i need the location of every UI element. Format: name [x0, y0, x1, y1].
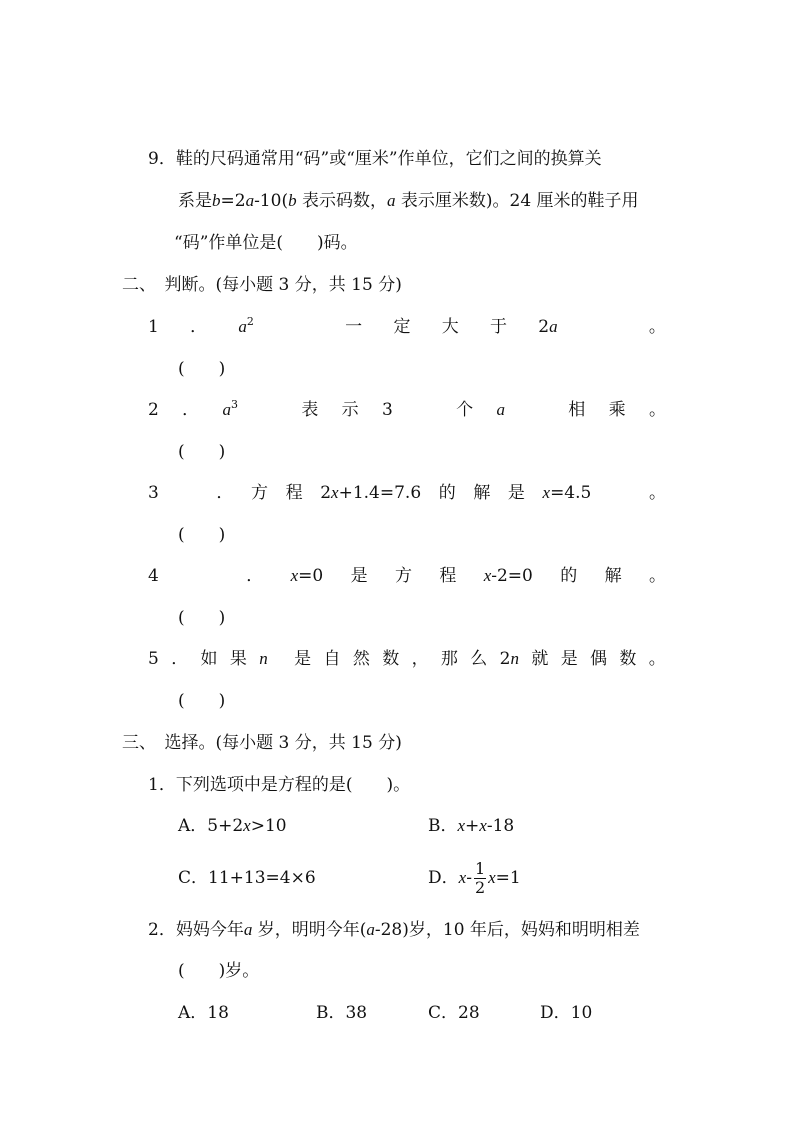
- item-dot: ．: [246, 566, 264, 586]
- word: 自: [323, 649, 341, 669]
- option-c[interactable]: C．28: [428, 1003, 480, 1023]
- expression: >10: [250, 816, 287, 836]
- question-number: 9．: [148, 149, 176, 169]
- word: 果: [229, 649, 247, 669]
- choice-question-2-line-2: ( )岁。: [178, 961, 260, 981]
- expression: =0: [298, 566, 324, 586]
- item-dot: ．: [190, 317, 208, 337]
- word: 如: [200, 649, 218, 669]
- coefficient: 2: [499, 649, 511, 669]
- item-number: 4: [148, 566, 159, 586]
- term: [222, 398, 238, 422]
- variable: x: [331, 483, 339, 502]
- term: [291, 564, 324, 588]
- question-9-line-1: [148, 147, 602, 171]
- term: [538, 315, 557, 339]
- text-segment: 表示厘米数)。24 厘米的鞋子用: [395, 191, 639, 211]
- item-dot: ．: [182, 400, 200, 420]
- word: 是: [560, 649, 578, 669]
- term: [500, 647, 519, 671]
- coefficient: 2: [320, 483, 332, 503]
- expression: -18: [486, 816, 515, 836]
- text-segment: 2．妈妈今年: [148, 920, 244, 940]
- variable: x: [290, 566, 299, 585]
- expression: 11+13=4×6: [208, 868, 316, 888]
- variable: x: [479, 816, 487, 835]
- answer-blank[interactable]: ( ): [178, 525, 226, 545]
- word: 程: [285, 483, 303, 503]
- option-b[interactable]: [428, 814, 514, 838]
- expression: -2=0: [491, 566, 533, 586]
- variable: x: [458, 868, 467, 887]
- word: 那: [440, 649, 458, 669]
- question-9-line-3: “码”作单位是( )码。: [174, 233, 358, 253]
- word: 于: [490, 317, 508, 337]
- fraction-numerator: 1: [474, 859, 486, 878]
- period: 。: [648, 483, 666, 503]
- option-label: C．: [178, 868, 209, 888]
- variable: a: [366, 920, 375, 939]
- word: 解: [473, 483, 491, 503]
- item-number: 5: [148, 649, 159, 669]
- word: 程: [439, 566, 457, 586]
- word: 就: [531, 649, 549, 669]
- item-dot: ．: [216, 483, 234, 503]
- variable: x: [542, 483, 551, 502]
- variable: a: [243, 920, 253, 939]
- word: 数: [382, 649, 400, 669]
- word: 相: [568, 400, 586, 420]
- section-2-heading: 二、 判断。(每小题 3 分，共 15 分): [122, 275, 402, 295]
- word: 解: [604, 566, 622, 586]
- variable: a: [238, 317, 247, 336]
- question-9-line-2: [178, 189, 639, 213]
- word: 数: [619, 649, 637, 669]
- variable: b: [288, 191, 297, 210]
- variable: a: [496, 400, 505, 419]
- item-number: 2: [148, 400, 159, 420]
- word: 大: [441, 317, 459, 337]
- expression: =1: [495, 868, 521, 888]
- option-c[interactable]: [178, 866, 316, 890]
- option-label: B．: [428, 816, 458, 836]
- word: 方: [394, 566, 412, 586]
- option-d[interactable]: D．10: [540, 1003, 593, 1023]
- section-3-heading: 三、 选择。(每小题 3 分，共 15 分): [122, 733, 402, 753]
- question-text: 鞋的尺码通常用“码”或“厘米”作单位，它们之间的换算关: [175, 149, 602, 169]
- word: 然: [352, 649, 370, 669]
- variable: x: [243, 816, 251, 835]
- answer-blank[interactable]: ( ): [178, 691, 226, 711]
- item-dot: ．: [171, 649, 189, 669]
- word: 定: [393, 317, 411, 337]
- judge-item-5: [148, 647, 666, 671]
- judge-item-3: [148, 481, 666, 505]
- expression: 5+2: [207, 816, 244, 836]
- period: 。: [648, 317, 666, 337]
- word: 方: [251, 483, 269, 503]
- term: [320, 481, 421, 505]
- answer-blank[interactable]: ( ): [178, 608, 226, 628]
- text-segment: 系是: [178, 191, 212, 211]
- choice-question-2-stem: [148, 918, 640, 942]
- period: 。: [648, 400, 666, 420]
- option-a[interactable]: [178, 814, 287, 838]
- expression: +1.4=7.6: [338, 483, 422, 503]
- variable: n: [510, 649, 519, 668]
- operator: -: [466, 868, 472, 888]
- option-b[interactable]: B．38: [316, 1003, 368, 1023]
- fraction: [474, 860, 486, 897]
- fraction-denominator: 2: [474, 878, 486, 897]
- answer-blank[interactable]: ( ): [178, 359, 226, 379]
- word: 乘: [608, 400, 626, 420]
- answer-blank[interactable]: ( ): [178, 442, 226, 462]
- expression: =4.5: [550, 483, 592, 503]
- word: ，: [411, 649, 429, 669]
- variable: x: [488, 868, 496, 887]
- judge-item-4: [148, 564, 666, 588]
- variable: x: [457, 816, 466, 835]
- variable: a: [386, 191, 396, 210]
- word: 一: [345, 317, 363, 337]
- word: 示: [341, 400, 359, 420]
- word: 是: [350, 566, 368, 586]
- variable: b: [212, 191, 221, 210]
- exponent: 2: [246, 315, 254, 328]
- text-segment: 表示码数，: [296, 191, 387, 211]
- judge-item-2: [148, 398, 666, 422]
- word: 偶: [590, 649, 608, 669]
- text-segment: 岁，明明今年(: [252, 920, 367, 940]
- item-number: 3: [148, 483, 159, 503]
- coefficient: 2: [538, 317, 550, 337]
- variable: n: [259, 649, 268, 668]
- item-number: 1: [148, 317, 159, 337]
- term: [238, 315, 254, 339]
- text-segment: =2: [220, 191, 246, 211]
- word: 个: [456, 400, 474, 420]
- option-d[interactable]: [428, 852, 521, 904]
- variable: a: [549, 317, 558, 336]
- operator: +: [465, 816, 480, 836]
- option-label: A．: [178, 816, 208, 836]
- option-a[interactable]: A．18: [178, 1003, 229, 1023]
- text-segment: -10(: [254, 191, 289, 211]
- word: 么: [470, 649, 488, 669]
- period: 。: [648, 649, 666, 669]
- variable: a: [222, 400, 231, 419]
- choice-question-1-stem: 1．下列选项中是方程的是( )。: [148, 775, 411, 795]
- judge-item-1: [148, 315, 666, 339]
- word: 是: [507, 483, 525, 503]
- word: 表: [301, 400, 319, 420]
- exponent: 3: [230, 398, 238, 411]
- word: 3: [381, 400, 393, 420]
- variable: a: [245, 191, 255, 210]
- text-segment: -28)岁，10 年后，妈妈和明明相差: [374, 920, 640, 940]
- option-label: D．: [428, 868, 459, 888]
- word: 的: [560, 566, 578, 586]
- term: [543, 481, 592, 505]
- variable: x: [483, 566, 492, 585]
- period: 。: [648, 566, 666, 586]
- word: 的: [438, 483, 456, 503]
- word: 是: [294, 649, 312, 669]
- term: [484, 564, 533, 588]
